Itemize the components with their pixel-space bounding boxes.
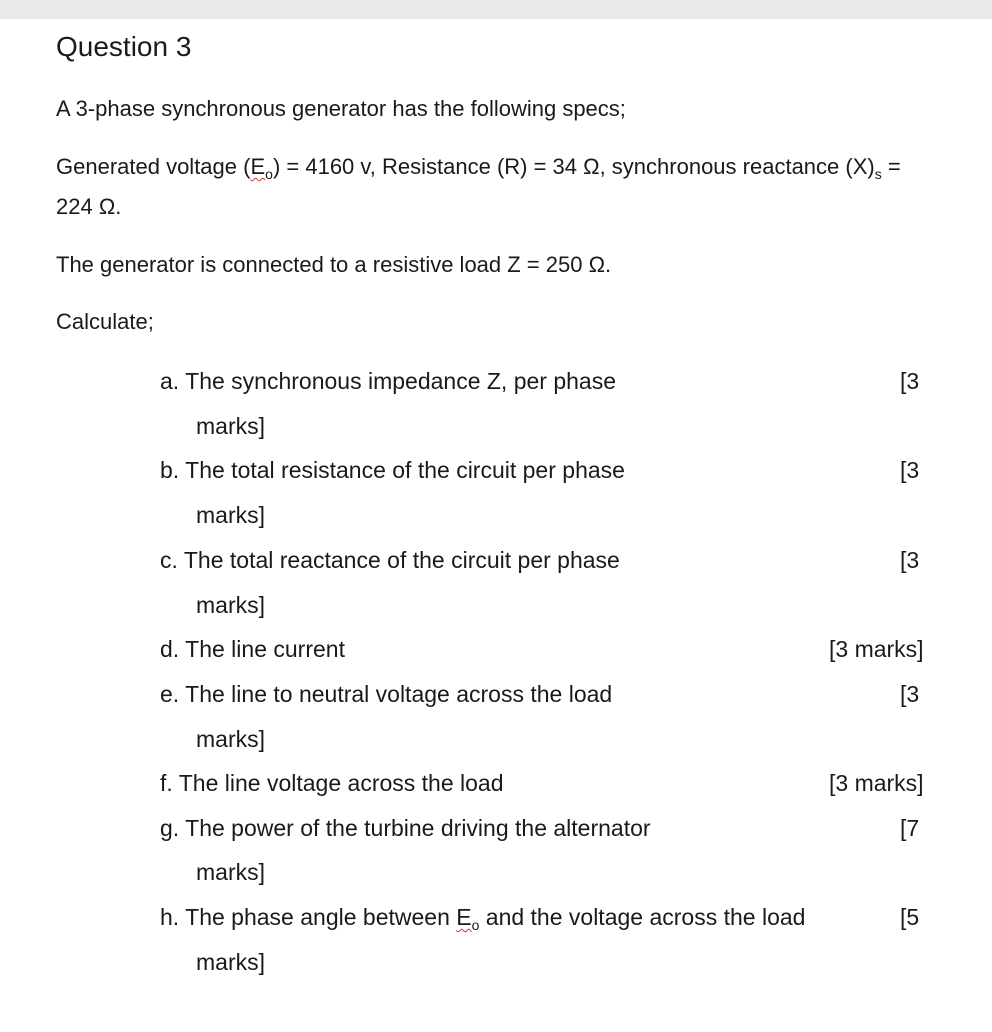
marks-c-cont: marks] xyxy=(196,592,265,618)
list-item-b: b. The total resistance of the circuit per phase xyxy=(160,457,625,483)
top-toolbar-strip xyxy=(0,0,992,19)
eo-subscript: o xyxy=(265,166,273,182)
intro-paragraph: A 3-phase synchronous generator has the following specs; xyxy=(56,96,626,121)
calculate-label: Calculate; xyxy=(56,309,154,334)
marks-b-cont: marks] xyxy=(196,502,265,528)
marks-e: [3 xyxy=(900,681,920,707)
xs-subscript: s xyxy=(874,166,882,182)
specs-text-1: Generated voltage ( xyxy=(56,154,251,179)
item-h-text-post: and the voltage across the load xyxy=(479,904,806,930)
specs-paragraph-line2: 224 Ω. xyxy=(56,194,122,219)
specs-text-2: ) = 4160 v, Resistance (R) = 34 Ω, synchronous reactance (X) xyxy=(272,154,875,179)
marks-c: [3 xyxy=(900,547,920,573)
marks-e-cont: marks] xyxy=(196,726,265,752)
question-title: Question 3 xyxy=(56,31,192,62)
list-item-e: e. The line to neutral voltage across the load xyxy=(160,681,613,707)
marks-g-cont: marks] xyxy=(196,859,265,885)
eo-symbol xyxy=(250,154,273,182)
item-h-eo-letter: E xyxy=(456,904,472,930)
connection-paragraph: The generator is connected to a resistive load Z = 250 Ω. xyxy=(56,252,612,277)
specs-paragraph-line1 xyxy=(56,153,901,183)
marks-a-cont: marks] xyxy=(196,413,265,439)
item-h-eo-symbol xyxy=(456,904,480,933)
marks-d: [3 marks] xyxy=(829,636,924,662)
list-item-f: f. The line voltage across the load xyxy=(160,770,504,796)
marks-f: [3 marks] xyxy=(829,770,924,796)
marks-h-cont: marks] xyxy=(196,949,265,975)
list-item-d: d. The line current xyxy=(160,636,345,662)
marks-b: [3 xyxy=(900,457,920,483)
list-item-g: g. The power of the turbine driving the alternator xyxy=(160,815,651,841)
eo-letter: E xyxy=(250,154,266,179)
specs-text-3: = xyxy=(881,154,901,179)
marks-h: [5 xyxy=(900,904,920,930)
marks-g: [7 xyxy=(900,815,920,841)
item-h-text-pre: h. The phase angle between xyxy=(160,904,457,930)
list-item-c: c. The total reactance of the circuit per phase xyxy=(160,547,620,573)
list-item-h xyxy=(160,902,805,935)
marks-a: [3 xyxy=(900,368,920,394)
list-item-a: a. The synchronous impedance Z, per phase xyxy=(160,368,617,394)
item-h-eo-subscript: o xyxy=(471,917,480,933)
